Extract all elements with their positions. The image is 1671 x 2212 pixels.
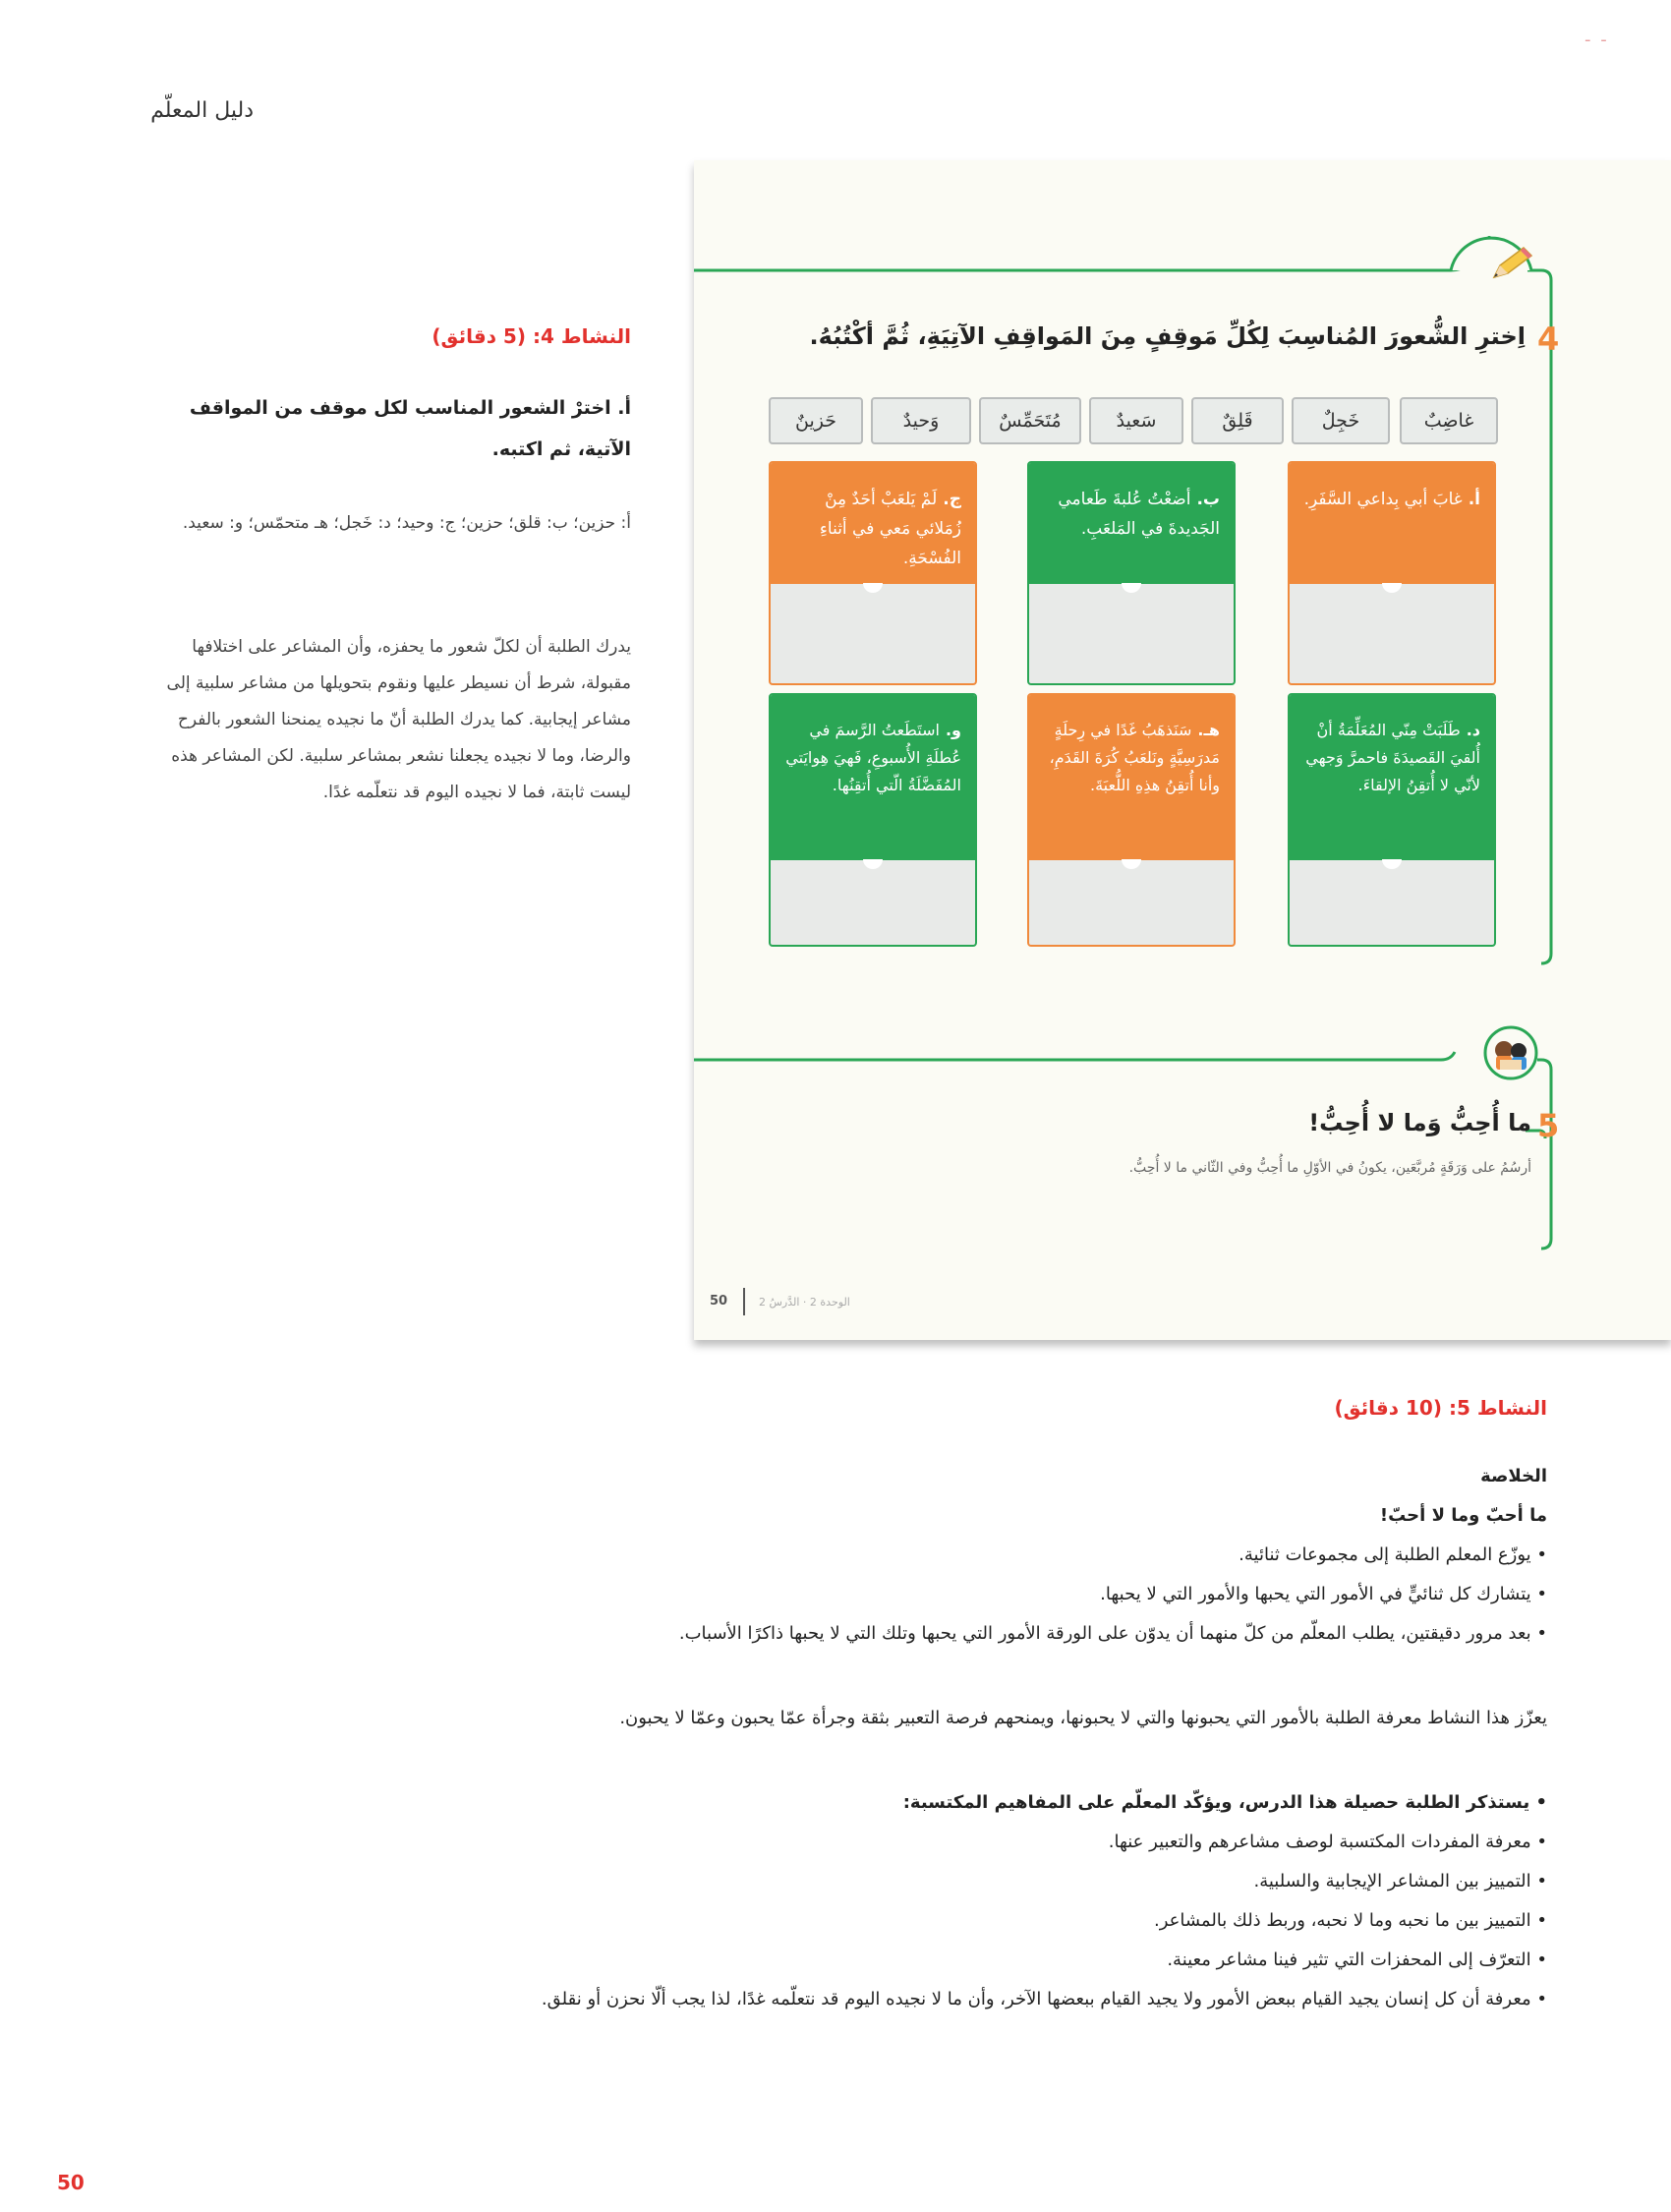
lesson-subtitle: ما أحبّ وما لا أحبّ! xyxy=(1379,1505,1547,1526)
card-text: أضعْتُ عُلبةَ طَعامي الجَديدةَ في المَلعَبِ. xyxy=(1058,490,1220,539)
children-icon xyxy=(1482,1024,1539,1081)
card-text: استَطَعتُ الرَّسمَ في عُطلَةِ الأُسبوعِ، فَهيَ هِوايَتي المُفَضَّلَةُ الّتي أُتقِنُها. xyxy=(785,721,961,794)
concepts-intro: • يستذكر الطلبة حصيلة هذا الدرس، ويؤكّد المعلّم على المفاهيم المكتسبة: xyxy=(902,1792,1547,1813)
answer-box[interactable] xyxy=(1290,860,1494,947)
pencil-icon xyxy=(1486,244,1535,283)
activity5-title: النشاط 5: (10 دقائق) xyxy=(1334,1396,1547,1420)
answer-box[interactable] xyxy=(1029,584,1234,685)
activity4-question: أ. اخترْ الشعور المناسب لكل موقف من المواقف الآتية، ثم اكتبه. xyxy=(189,397,631,460)
answer-box[interactable] xyxy=(771,860,975,947)
bullet-item: • بعد مرور دقيقتين، يطلب المعلّم من كلّ منهما أن يدوّن على الورقة الأمور التي يحبها وتلك التي لا يحبها ذاكرًا الأسباب. xyxy=(678,1623,1547,1644)
summary-paragraph: يعزّز هذا النشاط معرفة الطلبة بالأمور التي يحبونها والتي لا يحبونها، ويمنحهم فرصة التعبير بثقة وجرأة عمّا يحبون وعمّا لا يحبون. xyxy=(619,1708,1547,1728)
word-option[interactable]: قَلِقٌ xyxy=(1191,397,1284,444)
situation-card-e xyxy=(1027,693,1236,947)
card-text: سَنَذهَبُ غَدًا في رِحلَةٍ مَدرَسِيَّةٍ ونَلعَبُ كُرَةَ القَدَمِ، وأنا أُتقِنُ هذِهِ اللُّعبَةَ. xyxy=(1049,721,1220,794)
bullet-item: • معرفة المفردات المكتسبة لوصف مشاعرهم والتعبير عنها. xyxy=(1108,1832,1547,1852)
situation-card-b xyxy=(1027,461,1236,685)
summary-title: الخلاصة xyxy=(1480,1466,1547,1486)
activity5-subtext: أرسُمُ على وَرَقَةٍ مُربَّعَين، يكونُ في الأوّلِ ما أُحِبُّ وفي الثّاني ما لا أُحِبُّ. xyxy=(1128,1160,1531,1176)
situation-card-c xyxy=(769,461,977,685)
activity4-title: النشاط 4: (5 دقائق) xyxy=(432,324,631,348)
situation-card-a xyxy=(1288,461,1496,685)
page-number: 50 xyxy=(57,2171,85,2194)
activity5-number: 5 xyxy=(1537,1107,1560,1144)
book-footer-text: الوحدة 2 · الدَّرسُ 2 xyxy=(759,1296,850,1309)
word-option[interactable]: غاضِبٌ xyxy=(1400,397,1498,444)
activity4-heading: اِخترِ الشُّعورَ المُناسِبَ لِكُلِّ مَوقِفٍ مِنَ المَواقِفِ الآتِيَةِ، ثُمَّ أكْتُبُهُ. xyxy=(809,322,1526,350)
situation-card-d xyxy=(1288,693,1496,947)
activity5-frame xyxy=(694,1022,1559,1258)
bullet-item: • يوزّع المعلم الطلبة إلى مجموعات ثنائية. xyxy=(1239,1544,1547,1565)
card-text: لَمْ يَلعَبْ أحَدٌ مِنْ زُمَلائي مَعي في أثناءِ الفُسْحَةِ. xyxy=(819,490,961,568)
book-page-number: 50 xyxy=(710,1294,728,1309)
activity4-paragraph: يدرك الطلبة أن لكلّ شعور ما يحفزه، وأن المشاعر على اختلافها مقبولة، شرط أن نسيطر عليها ونقوم بتحويلها من مشاعر سلبية إلى مشاعر إيجابية. كما يدرك الطلبة أنّ ما نجيده يمنحنا الشعور بالفرح والرضا، وما لا نجيده يجعلنا نشعر بمشاعر سلبية. لكن المشاعر هذه ليست ثابتة، فما لا نجيده اليوم قد نتعلّمه غدًا. xyxy=(166,637,631,802)
situation-card-f xyxy=(769,693,977,947)
word-option[interactable]: وَحيدٌ xyxy=(871,397,971,444)
card-letter: ب. xyxy=(1196,490,1220,509)
bullet-item: • يتشارك كل ثنائيٍّ في الأمور التي يحبها والأمور التي لا يحبها. xyxy=(1100,1584,1547,1604)
word-option[interactable]: حَزينٌ xyxy=(769,397,863,444)
card-letter: أ. xyxy=(1468,490,1480,509)
footer-divider xyxy=(743,1288,745,1315)
word-option[interactable]: مُتَحَمِّسٌ xyxy=(979,397,1081,444)
answer-box[interactable] xyxy=(771,584,975,685)
bullet-item: • معرفة أن كل إنسان يجيد القيام ببعض الأمور ولا يجيد القيام ببعضها الآخر، وأن ما لا نجيده اليوم قد نتعلّمه غدًا، لذا يجب ألّا نحزن أو نقلق. xyxy=(541,1989,1547,2009)
answer-box[interactable] xyxy=(1290,584,1494,685)
card-letter: هـ. xyxy=(1197,721,1220,739)
bullet-item: • التمييز بين المشاعر الإيجابية والسلبية. xyxy=(1253,1871,1547,1892)
card-letter: د. xyxy=(1466,721,1480,739)
activity4-answers: أ: حزين؛ ب: قلق؛ حزين؛ ج: وحيد؛ د: خَجل؛ هـ متحمّس؛ و: سعيد. xyxy=(182,513,631,533)
card-letter: ج. xyxy=(943,490,961,509)
card-letter: و. xyxy=(945,721,961,739)
bullet-item: • التمييز بين ما نحبه وما لا نحبه، وربط ذلك بالمشاعر. xyxy=(1153,1910,1547,1931)
corner-mark: - - xyxy=(1585,29,1609,50)
card-text: طَلَبَتْ مِنّي المُعَلِّمَةُ أنْ أُلقيَ القَصيدَةَ فاحمرَّ وَجهي لأنّي لا أُتقِنُ الإلقاءَ. xyxy=(1305,721,1480,794)
bullet-item: • التعرّف إلى المحفزات التي تثير فينا مشاعر معينة. xyxy=(1167,1950,1547,1970)
card-text: غابَ أبي بِداعي السَّفَرِ. xyxy=(1303,490,1463,509)
activity5-heading: ما أُحِبُّ وَما لا أُحِبُّ! xyxy=(1308,1109,1531,1136)
word-option[interactable]: سَعيدٌ xyxy=(1089,397,1183,444)
activity4-number: 4 xyxy=(1537,320,1560,358)
word-option[interactable]: خَجِلٌ xyxy=(1292,397,1390,444)
guide-title: دليل المعلّم xyxy=(150,98,254,123)
answer-box[interactable] xyxy=(1029,860,1234,947)
